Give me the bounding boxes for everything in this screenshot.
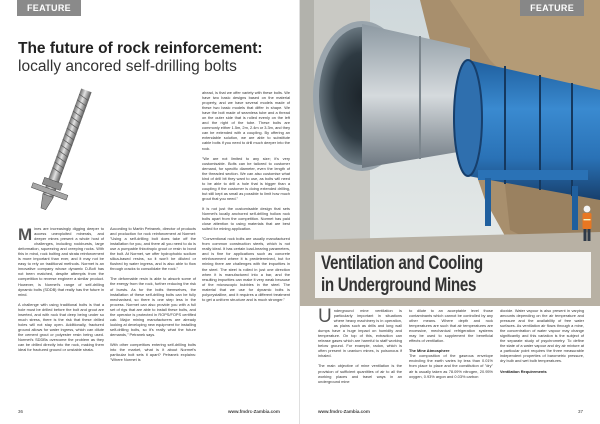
mine-atmosphere-heading: The Mine Atmosphere [409, 348, 450, 354]
left-footer-url[interactable]: www.fmdrc-Zambia.com [228, 409, 280, 414]
article-headline [18, 40, 288, 76]
left-col1-p1: ines are increasingly digging deeper to access unexploited minerals, and deeper mines present a whole host of challenges, including rockbursts, large deformation, squeezing and creeping rocks. With this in mind, rock bolting and strata reinforcement is more important than ever, and it may not be easy to rely on traditional methods. Normet is an innovative company whose dynamic D-Bolt has not been matched, despite attempts from the competition to reverse engineer a similar product. However, is Normet's range of self-drilling dynamic bolts (SDDB) that really has the future in mind. [18, 226, 104, 297]
dropcap-m: M [18, 225, 33, 244]
left-column-1 [18, 226, 104, 357]
left-col3-p3: It is not just the customisable design that sets Normet's locally anchored self-drilling hollow rock bolts apart from the competition. Normet has paid close attention to using materials that are best suited for mining application. [202, 205, 290, 232]
right-column-3 [500, 308, 584, 374]
self-drilling-bolt-image [16, 82, 108, 230]
title-line2: in Underground Mines [321, 274, 477, 296]
right-article-body [318, 308, 584, 404]
left-col2-p3: With other competitors entering self-drilling bolts into the market, what is it about Normet's particular bolt sets it apart? Petranek explains: "Where Normet is [110, 341, 196, 363]
right-column-2 [409, 308, 493, 384]
article-title-box [315, 252, 591, 298]
headline-line1: The future of rock reinforcement: [18, 40, 263, 57]
right-column-1 [318, 308, 402, 389]
left-col3-p2: "We are not limited to any size; it's very customisable. Bolts can be tailored to customer demand, for specific diameter, even the length of the threaded section. We can also customise what kind of drill bit they want to use, as bolts will need to be able to drill a hole that is bigger than a coupling if the customer is doing extended drilling, but still kept as small as possible to limit how much grout that you need." [202, 155, 290, 201]
feature-section-tab: FEATURE [17, 0, 81, 16]
left-col1-p2: A challenge with using traditional bolts is that a hole must be drilled before the bolt and grout are inserted, and with rock that deep being under so much stress, there is the risk that these drilled holes will not stay open. Additionally, fractured ground allows for water ingress, which can dilute the cement grout or polyester resin being used. Normet's SDDBs overcome the problem as they can be drilled directly into the rock, making them ideal for fractured ground or unstable strata. [18, 301, 104, 353]
dropcap-u: U [318, 306, 332, 327]
left-article-body-cols23 [110, 90, 291, 404]
right-col3-p1: dioxide. Water vapour is also present in varying amounts depending on the air temperature and pressure and the availability of free water surfaces. As ventilation air flows through a mine, the concentration of water vapour may change significantly and this variation is the subject of the separate study of psychrometry. To define the state of a water vapour and dry air mixture at a particular point requires the three measurable independent properties of barometric pressure, dry bulb and wet bulb temperatures. [500, 308, 584, 364]
right-page-number: 37 [578, 409, 584, 414]
left-column-3 [202, 90, 290, 307]
ventilation-requirements-heading: Ventilation Requirements [500, 368, 547, 374]
right-page [300, 0, 600, 424]
left-col3-p4: "Conventional rock bolts are usually manufactured from common construction steels, which is not really ideal. It has certain load-bearing parameters, and is fine for applications such as concrete reinforcement where it is predetermined, but for mining there are challenges with the impurities in the steel. The steel is rolled in just one direction when it is manufactured into a bar, and the resulting impurities can make it very weak because of the microscopic bubbles in the steel. The material that we use for dynamic bolts is polycrystalline, and it requires a different treatment to get a uniform structure and is much stronger." [202, 236, 290, 302]
title-line1: Ventilation and Cooling [321, 252, 483, 274]
left-col3-p1: ahead, is that we offer variety with these bolts. We have two basic designs based on the material property, and we have several models made of these two basic models that differ in shape. We have the bolt made of seamless tube and a thread on the outer side that is rolled evenly on the left and the right of the tube. These bolts are commonly either 1.5m, 2m, 2.4m or 3.3m, and they can be extended with a coupling. By offering an extendable solution, we are able to substitute cable bolts if you need to drill much deeper into the rock. [202, 90, 291, 151]
feature-section-tab-right: FEATURE [520, 0, 584, 16]
right-col1-p2: The main objective of mine ventilation is the provision of sufficient quantities of air to all the working places and travel ways in an underground mine [318, 363, 402, 384]
right-col1-p1: nderground mine ventilation is particularly important in situations where heavy machinery is in operation, as plains such as drills and long wall dumps have a huge impact on humidity and temperature. On top of this, extraction can release gases which are harmful to staff working below ground. For example, radon, which is often present in uranium mines, is poisonous if inhaled. [318, 308, 402, 359]
left-col2-p1: According to Martin Petranek, director of products and production for rock reinforcement at Normet: "Using a self-drilling bolt does take off the installation for you, and there all you need to do is use a pumpable thixotropic grout or resin to bond the bolt. At Normet, we offer hydrophobic sodium silica-based resins, so it won't be diluted or flushed by water ingress, and is also able to flow through cracks to consolidate the rock." [110, 226, 196, 272]
headline-line2: locally ancored self-drilling bolts [18, 58, 237, 75]
left-col2-p2: The deformable resin is able to absorb some of the energy from the rock, further reducing the risk of bursts. As for the bolts themselves, the installation of these self-drilling bolts can be fully mechanised, so there is one step less in the process. Normet can also provide you with a full set of rigs that are able to install these bolts, and the operator is protected in ROPS/FOPS certified cab. Major mining manufacturers are already looking at developing new equipment for installing self-drilling bolts, so it's really what the future demands," Petranek says. [110, 276, 196, 337]
left-page-number: 36 [18, 409, 24, 414]
right-footer-url[interactable]: www.fmdrc-Zambia.com [318, 409, 370, 414]
right-col2-p1: to dilute to an acceptable level those contaminants which cannot be controlled by any other means. Where depth and rock temperatures are such that air temperatures are excessive, mechanical refrigeration systems may be used to supplement the beneficial effects of ventilation. [409, 308, 493, 344]
right-col2-p2: The composition of the gaseous envelope encircling the earth varies by less than 0.01% from place to place and the constitution of "dry" air is usually taken as 78.09% nitrogen, 20.95% oxygen, 0.93% argon and 0.03% carbon [409, 353, 493, 379]
left-column-2 [110, 226, 196, 367]
